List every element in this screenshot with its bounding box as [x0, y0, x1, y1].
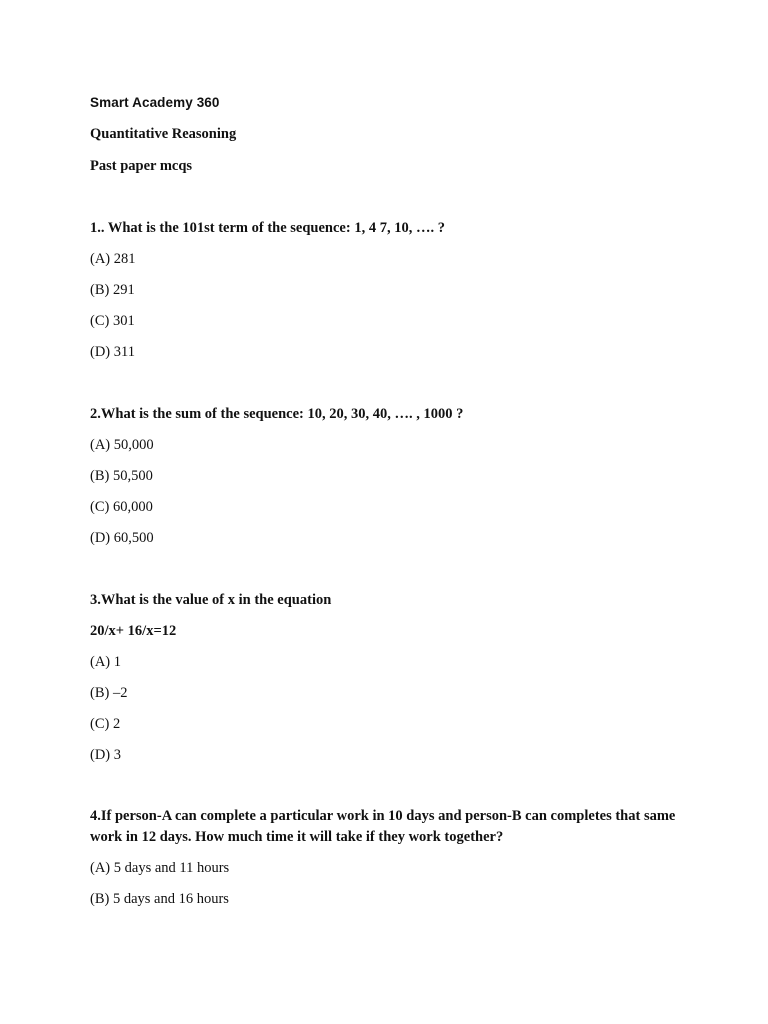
question-1-option-d: (D) 311: [90, 344, 135, 360]
question-3-text: 3.What is the value of x in the equation: [90, 592, 332, 608]
question-1-option-b: (B) 291: [90, 282, 135, 298]
question-3-option-d: (D) 3: [90, 747, 122, 763]
question-2-option-b: (B) 50,500: [90, 468, 153, 484]
question-3-option-c: (C) 2: [90, 716, 121, 732]
question-1-option-a: (A) 281: [90, 251, 136, 267]
question-2-text: 2.What is the sum of the sequence: 10, 20, 30, 40, …. , 1000 ?: [90, 406, 464, 422]
question-1-option-c: (C) 301: [90, 313, 135, 329]
question-2-option-d: (D) 60,500: [90, 530, 154, 546]
question-3-equation: 20/x+ 16/x=12: [90, 623, 177, 639]
question-2-option-c: (C) 60,000: [90, 499, 153, 515]
question-3-option-a: (A) 1: [90, 654, 122, 670]
question-4-option-b: (B) 5 days and 16 hours: [90, 891, 229, 907]
subject-title: Quantitative Reasoning: [90, 126, 237, 142]
document-subtitle: Past paper mcqs: [90, 158, 193, 174]
question-4-option-a: (A) 5 days and 11 hours: [90, 860, 230, 876]
question-1-text: 1.. What is the 101st term of the sequence: 1, 4 7, 10, …. ?: [90, 220, 445, 236]
academy-title: Smart Academy 360: [90, 95, 220, 110]
question-2-option-a: (A) 50,000: [90, 437, 154, 453]
question-4-text: 4.If person-A can complete a particular work in 10 days and person-B can completes that same work in 12 days. How much time it will take if they work together?: [90, 808, 676, 845]
question-3-option-b: (B) –2: [90, 685, 128, 701]
